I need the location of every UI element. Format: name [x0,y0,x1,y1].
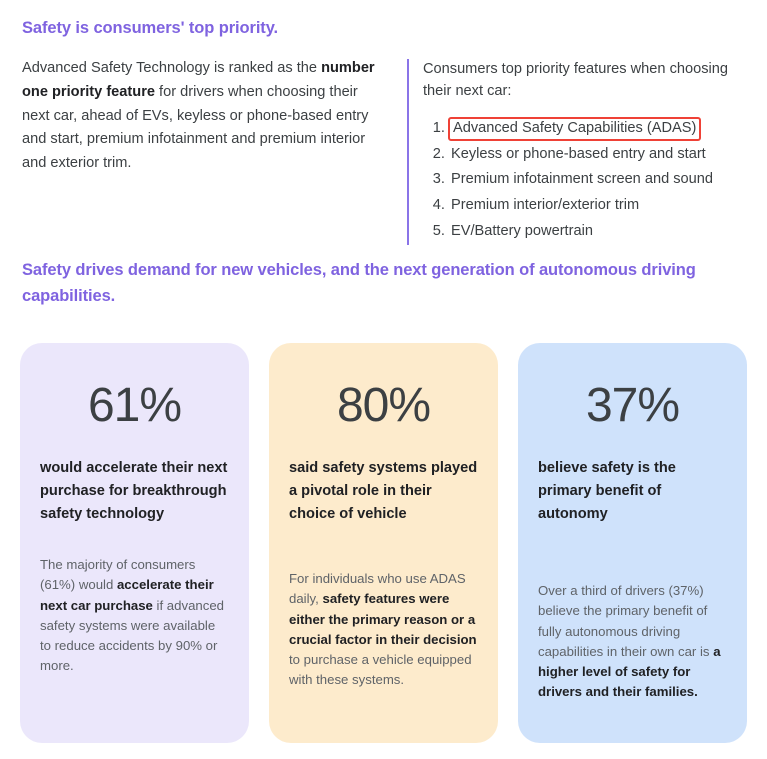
stat-card [20,343,249,743]
section-one-right-column [407,59,745,245]
list-item: 3. Premium infotainment screen and sound [449,168,745,191]
section-one-left-column [22,57,407,175]
stat-value: 61% [87,379,182,432]
list-item [449,117,745,140]
stat-card [269,343,498,743]
stat-card-title: believe safety is the primary benefit of autonomy [538,460,676,522]
highlighted-list-item: Advanced Safety Capabilities (ADAS) [448,117,701,141]
stat-value: 37% [585,379,680,432]
stat-card-title: would accelerate their next purchase for breakthrough safety technology [40,460,228,522]
stat-card-title: said safety systems played a pivotal role in their choice of vehicle [289,460,478,522]
priority-list [423,117,745,242]
stat-card-body: Over a third of drivers (37%) believe the primary benefit of fully autonomous driving capabilities in their own car is a higher level of safety for drivers and their families. [538,583,721,700]
list-item: 5. EV/Battery powertrain [449,220,745,243]
priority-list-intro: Consumers top priority features when choosing their next car: [423,61,729,100]
list-item: 4. Premium interior/exterior trim [449,194,745,217]
list-item: 2. Keyless or phone-based entry and start [449,143,745,166]
stat-card-body: For individuals who use ADAS daily, safety features were either the primary reason or a crucial factor in their decision to purchase a vehicle equipped with these systems. [289,571,477,688]
stat-card-body: The majority of consumers (61%) would accelerate their next car purchase if advanced safety systems were available to reduce accidents by 90% or more. [40,557,225,674]
section-safety-priority [0,0,767,245]
stat-card [518,343,747,743]
stat-cards [20,343,747,743]
section-one-headline: Safety is consumers' top priority. [22,19,279,37]
section-one-columns [22,57,745,245]
section-two-headline: Safety drives demand for new vehicles, and the next generation of autonomous driving capabilities. [22,261,696,305]
section-one-paragraph: Advanced Safety Technology is ranked as the number one priority feature for drivers when choosing their next car, ahead of EVs, keyless or phone-based entry and start, premium infotainment and premium interior and exterior trim. [22,60,375,171]
stat-value: 80% [336,379,431,432]
